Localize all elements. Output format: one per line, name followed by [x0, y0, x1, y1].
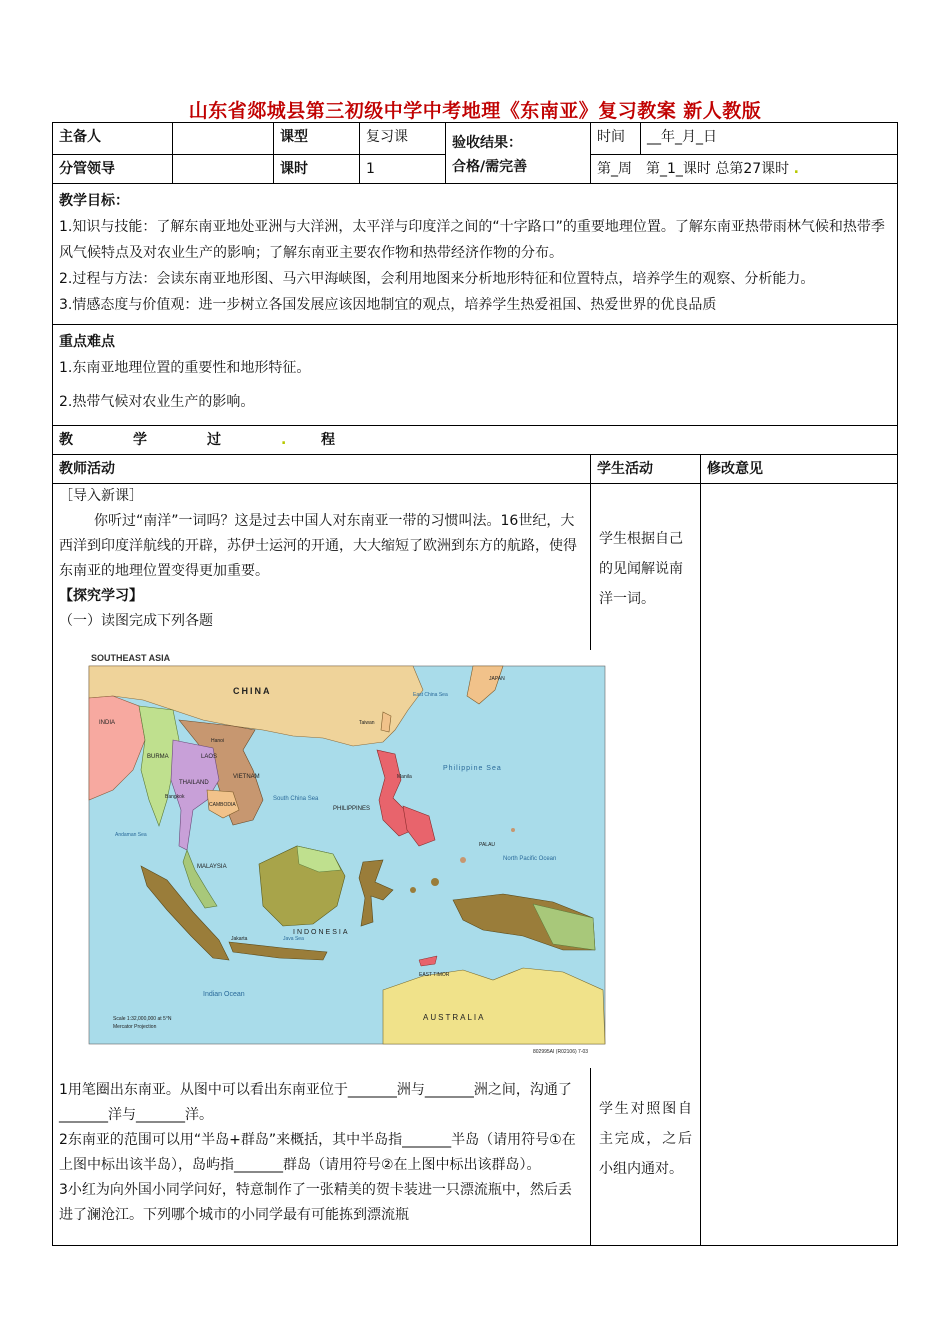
label-preparer: 主备人 — [53, 123, 173, 155]
acceptance-options: 合格/需完善 — [452, 159, 528, 175]
map-label-hanoi: Hanoi — [211, 738, 225, 744]
intro-text: 你听过“南洋”一词吗？这是过去中国人对东南亚一带的习惯叫法。16世纪，大西洋到印度洋航线的开辟，苏伊士运河的开通，大大缩短了欧洲到东方的航路，使得东南亚的地理位置变得更加重要。 — [59, 513, 577, 579]
document-title: 山东省郯城县第三初级中学中考地理《东南亚》复习教案 新人教版 — [188, 100, 762, 122]
question-intro: （一）读图完成下列各题 — [59, 613, 213, 629]
preparer-value — [173, 123, 274, 155]
lesson-plan-table — [52, 122, 898, 1246]
map-label-laos: LAOS — [201, 754, 218, 760]
objective-3: 3.情感态度与价值观：进一步树立各国发展应该因地制宜的观点，培养学生热爱祖国、热爱世界的优良品质 — [59, 297, 717, 313]
map-code: 802995AI (R02106) 7-03 — [533, 1049, 589, 1055]
map-label-manila: Manila — [397, 774, 412, 780]
map-label-malaysia: MALAYSIA — [197, 864, 227, 870]
map-label-taiwan: Taiwan — [359, 720, 375, 726]
map-label-andaman: Andaman Sea — [115, 832, 147, 838]
periods-value: 1 — [360, 155, 446, 184]
map-label-burma: BURMA — [147, 754, 169, 760]
acceptance-result — [446, 123, 591, 184]
map-label-china: CHINA — [233, 686, 272, 696]
map-label-bangkok: Bangkok — [165, 794, 185, 800]
question-1: 1用笔圈出东南亚。从图中可以看出东南亚位于_______洲与_______洲之间，沟通了_______洋与_______洋。 — [59, 1082, 572, 1123]
keypoint-1: 1.东南亚地理位置的重要性和地形特征。 — [59, 360, 311, 376]
week-period-info: 第_周 第_1_课时 总第27课时 . — [591, 155, 898, 184]
label-periods: 课时 — [274, 155, 360, 184]
objectives-heading: 教学目标： — [59, 193, 129, 209]
southeast-asia-map — [83, 650, 611, 1068]
map-label-east-timor: EAST TIMOR — [419, 972, 450, 978]
map-image — [83, 650, 611, 1068]
map-label-india: INDIA — [99, 720, 116, 726]
keypoints-heading: 重点难点 — [59, 334, 115, 350]
map-label-indian-ocean: Indian Ocean — [203, 991, 245, 998]
lesson-type-value: 复习课 — [360, 123, 446, 155]
map-label-east-china-sea: East China Sea — [413, 692, 448, 698]
map-label-australia: AUSTRALIA — [423, 1013, 486, 1022]
week-period-text: 第_周 第_1_课时 总第27课时 — [597, 161, 790, 177]
map-label-cambodia: CAMBODIA — [209, 802, 236, 808]
map-label-vietnam: VIETNAM — [233, 774, 260, 780]
col-student: 学生活动 — [591, 455, 701, 484]
map-label-java-sea: Java Sea — [283, 936, 304, 942]
time-value: __年_月_日 — [641, 123, 898, 155]
student-activity — [591, 484, 701, 1246]
acceptance-label: 验收结果： — [452, 135, 522, 151]
map-title: SOUTHEAST ASIA — [91, 653, 171, 663]
label-lesson-type: 课型 — [274, 123, 360, 155]
objectives-section — [53, 184, 898, 325]
process-heading: 教 学 过 . 程 — [53, 426, 898, 455]
map-scale: Scale 1:32,000,000 at 5°N — [113, 1016, 172, 1022]
process-char-1: 教 — [59, 432, 73, 448]
explore-heading: 【探究学习】 — [59, 588, 143, 604]
map-label-indonesia: INDONESIA — [293, 929, 350, 936]
objective-1: 1.知识与技能：了解东南亚地处亚洲与大洋洲，太平洋与印度洋之间的“十字路口”的重要地理位置。了解东南亚热带雨林气候和热带季风气候特点及对农业生产的影响；了解东南亚主要农作物和热带经济作物的分布。 — [59, 219, 885, 261]
keypoints-section — [53, 325, 898, 426]
revise-notes — [701, 484, 898, 1246]
process-char-4: 程 — [321, 432, 335, 448]
question-3: 3小红为向外国小同学问好，特意制作了一张精美的贺卡装进一只漂流瓶中，然后丢进了澜沧江。下列哪个城市的小同学最有可能拣到漂流瓶 — [59, 1182, 572, 1223]
map-label-philippine-sea: Philippine Sea — [443, 765, 502, 772]
label-supervisor: 分管领导 — [53, 155, 173, 184]
keypoint-2: 2.热带气候对农业生产的影响。 — [59, 394, 255, 410]
process-char-2: 学 — [133, 432, 147, 448]
intro-heading: ［导入新课］ — [59, 488, 143, 504]
objective-2: 2.过程与方法：会读东南亚地形图、马六甲海峡图，会利用地图来分析地形特征和位置特点，培养学生的观察、分析能力。 — [59, 271, 815, 287]
map-label-thailand: THAILAND — [179, 780, 209, 786]
map-label-north-pacific: North Pacific Ocean — [503, 856, 557, 862]
student-note-2: 学生对照图自主完成，之后小组内通对。 — [599, 1101, 692, 1177]
teacher-activity — [53, 484, 591, 1246]
question-2: 2东南亚的范围可以用“半岛+群岛”来概括，其中半岛指_______半岛（请用符号①在上图中标出该半岛），岛屿指_______群岛（请用符号②在上图中标出该群岛）。 — [59, 1132, 576, 1173]
map-label-south-china-sea: South China Sea — [273, 796, 319, 802]
label-time: 时间 — [591, 123, 641, 155]
map-label-philippines: PHILIPPINES — [333, 806, 371, 812]
student-note-1: 学生根据自己的见闻解说南洋一词。 — [599, 531, 683, 607]
supervisor-value — [173, 155, 274, 184]
col-teacher: 教师活动 — [53, 455, 591, 484]
col-revise: 修改意见 — [701, 455, 898, 484]
map-label-japan: JAPAN — [489, 676, 505, 682]
process-char-3: 过 — [207, 432, 221, 448]
map-label-palau: PALAU — [479, 842, 496, 848]
map-label-jakarta: Jakarta — [231, 936, 248, 942]
map-projection: Mercator Projection — [113, 1024, 157, 1030]
